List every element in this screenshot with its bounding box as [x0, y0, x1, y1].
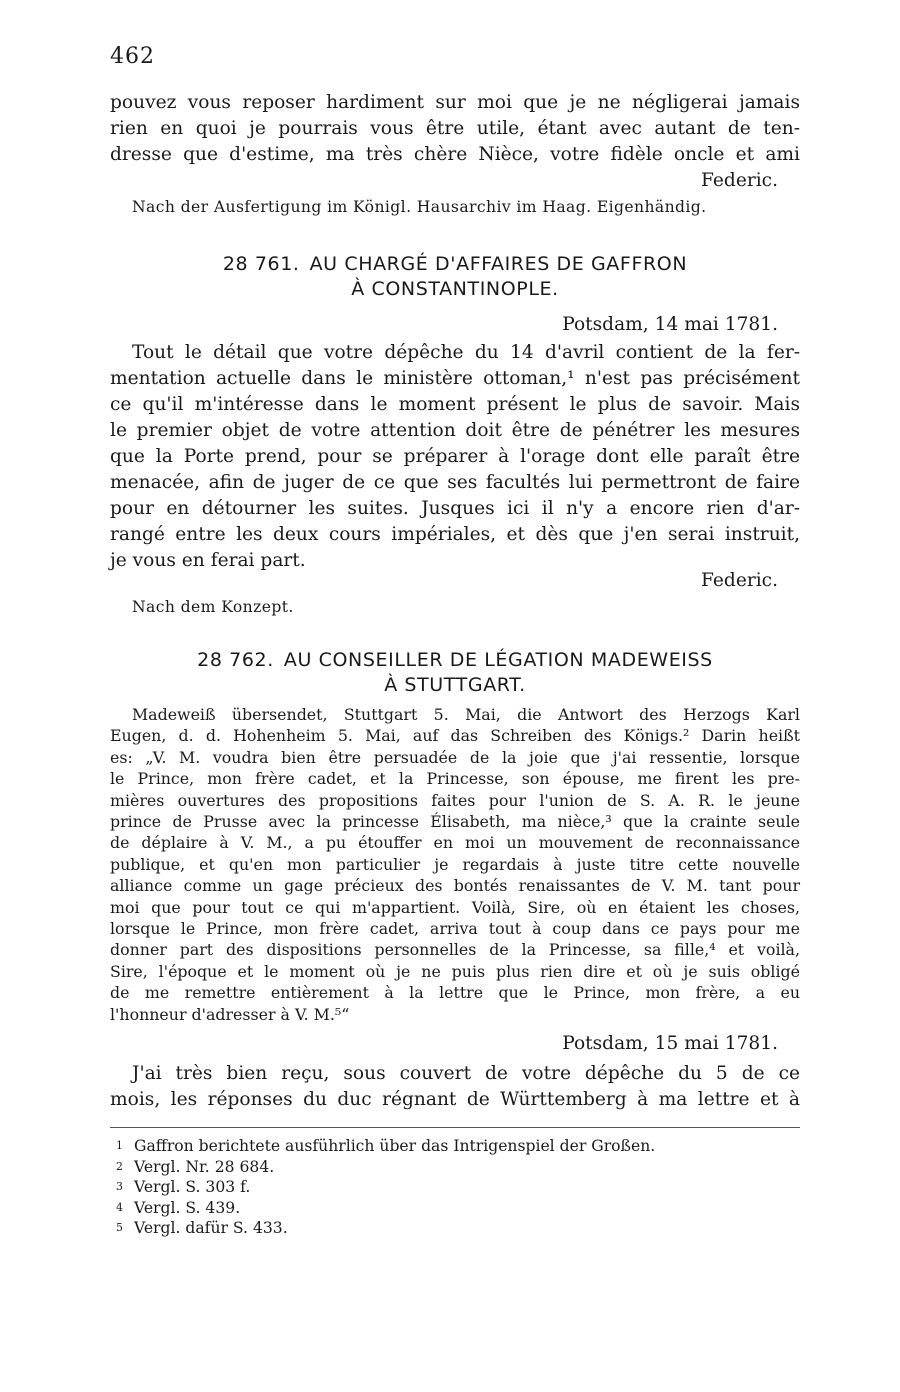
footnote-text: Vergl. S. 303 f. [134, 1178, 251, 1197]
summary-line: le Prince, mon frère cadet, et la Princesse, son épouse, me firent les pre- [110, 769, 800, 789]
letter-number: 28 761. [222, 253, 300, 275]
text-line: ce qu'il m'intéresse dans le moment présent le plus de savoir. Mais [110, 394, 800, 415]
opening-paragraph [110, 90, 800, 168]
letter-heading [110, 252, 800, 277]
letter-title-line1: AU CONSEILLER DE LÉGATION MADEWEISS [283, 649, 713, 671]
summary-line: lorsque le Prince, mon frère cadet, arriva tout à coup dans ce pays pour me [110, 919, 800, 939]
footnote [110, 1157, 800, 1178]
text-line: le premier objet de votre attention doit être de pénétrer les mesures [110, 420, 800, 441]
text-line: mois, les réponses du duc régnant de Württemberg à ma lettre et à [110, 1089, 800, 1111]
source-note: Nach der Ausfertigung im Königl. Hausarchiv im Haag. Eigenhändig. [132, 198, 707, 216]
text-line: J'ai très bien reçu, sous couvert de votre dépêche du 5 de ce [132, 1063, 800, 1085]
footnote-marker: 3 [116, 1180, 123, 1194]
footnote-marker: 1 [116, 1139, 123, 1153]
dateline: Potsdam, 15 mai 1781. [562, 1033, 778, 1055]
text-line: Tout le détail que votre dépêche du 14 d'avril contient de la fer- [132, 342, 800, 363]
footnote-text: Gaffron berichtete ausführlich über das Intrigenspiel der Großen. [134, 1137, 656, 1156]
footnote-marker: 2 [116, 1159, 123, 1173]
footnote [110, 1198, 800, 1219]
letter-heading [110, 648, 800, 673]
text-line: menacée, afin de juger de ce que ses facultés lui permettront de faire [110, 472, 800, 493]
footnote-marker: 4 [116, 1200, 123, 1214]
letter-body [110, 340, 800, 574]
signature: Federic. [701, 570, 778, 591]
summary-line: mières ouvertures des propositions faites pour l'union de S. A. R. le jeune [110, 790, 800, 810]
summary-line: publique, et qu'en mon particulier je regardais à juste titre cette nouvelle [110, 854, 800, 874]
text-line: pour en détourner les suites. Jusques ici il n'y a encore rien d'ar- [110, 498, 800, 519]
summary-line: alliance comme un gage précieux des bontés renaissantes de V. M. tant pour [110, 876, 800, 896]
summary-line: es: „V. M. voudra bien être persuadée de la joie que j'ai ressentie, lorsque [110, 747, 800, 767]
summary-line: de me remettre entièrement à la lettre que le Prince, mon frère, a eu [110, 983, 800, 1003]
summary-line: prince de Prusse avec la princesse Élisabeth, ma nièce,³ que la crainte seule [110, 812, 800, 832]
page-content [110, 90, 800, 1239]
letter-body [110, 1061, 800, 1113]
text-line: que la Porte prend, pour se préparer à l'orage dont elle paraît être [110, 446, 800, 467]
letter-number: 28 762. [197, 649, 274, 671]
text-line: rien en quoi je pourrais vous être utile, étant avec autant de ten- [110, 118, 800, 139]
letter-title-line1: AU CHARGÉ D'AFFAIRES DE GAFFRON [309, 253, 688, 275]
summary-line: de déplaire à V. M., a pu étouffer en moi un mouvement de reconnaissance [110, 833, 800, 853]
summary-line: l'honneur d'adresser à V. M.⁵“ [110, 1004, 350, 1024]
letter-title-line2: À CONSTANTINOPLE. [351, 278, 559, 300]
text-line: mentation actuelle dans le ministère ottoman,¹ n'est pas précisément [110, 368, 800, 389]
summary-line: donner part des dispositions personnelles de la Princesse, sa fille,⁴ et voilà, [110, 940, 800, 960]
summary-paragraph [110, 704, 800, 1025]
footnote [110, 1218, 800, 1239]
letter-title-line2: À STUTTGART. [384, 674, 526, 696]
footnotes [110, 1136, 800, 1239]
footnote-text: Vergl. Nr. 28 684. [134, 1157, 275, 1176]
summary-line: moi que pour tout ce qui m'appartient. Voilà, Sire, où en étaient les choses, [110, 897, 800, 917]
text-line: je vous en ferai part. [110, 550, 306, 571]
footnote-text: Vergl. S. 439. [134, 1198, 241, 1217]
dateline: Potsdam, 14 mai 1781. [562, 314, 778, 335]
signature: Federic. [701, 170, 778, 191]
footnote-marker: 5 [116, 1221, 123, 1235]
source-note: Nach dem Konzept. [132, 598, 294, 616]
page-number: 462 [110, 44, 155, 69]
text-line: pouvez vous reposer hardiment sur moi que je ne négligerai jamais [110, 92, 800, 113]
footnote [110, 1136, 800, 1157]
footnote-divider [110, 1127, 800, 1128]
text-line: dresse que d'estime, ma très chère Nièce, votre fidèle oncle et ami [110, 144, 800, 165]
footnote-text: Vergl. dafür S. 433. [134, 1219, 288, 1238]
summary-line: Madeweiß übersendet, Stuttgart 5. Mai, die Antwort des Herzogs Karl [132, 705, 800, 724]
text-line: rangé entre les deux cours impériales, et dès que j'en serai instruit, [110, 524, 800, 545]
summary-line: Sire, l'époque et le moment où je ne puis plus rien dire et où je suis obligé [110, 961, 800, 981]
footnote [110, 1177, 800, 1198]
summary-line: Eugen, d. d. Hohenheim 5. Mai, auf das Schreiben des Königs.² Darin heißt [110, 726, 800, 746]
